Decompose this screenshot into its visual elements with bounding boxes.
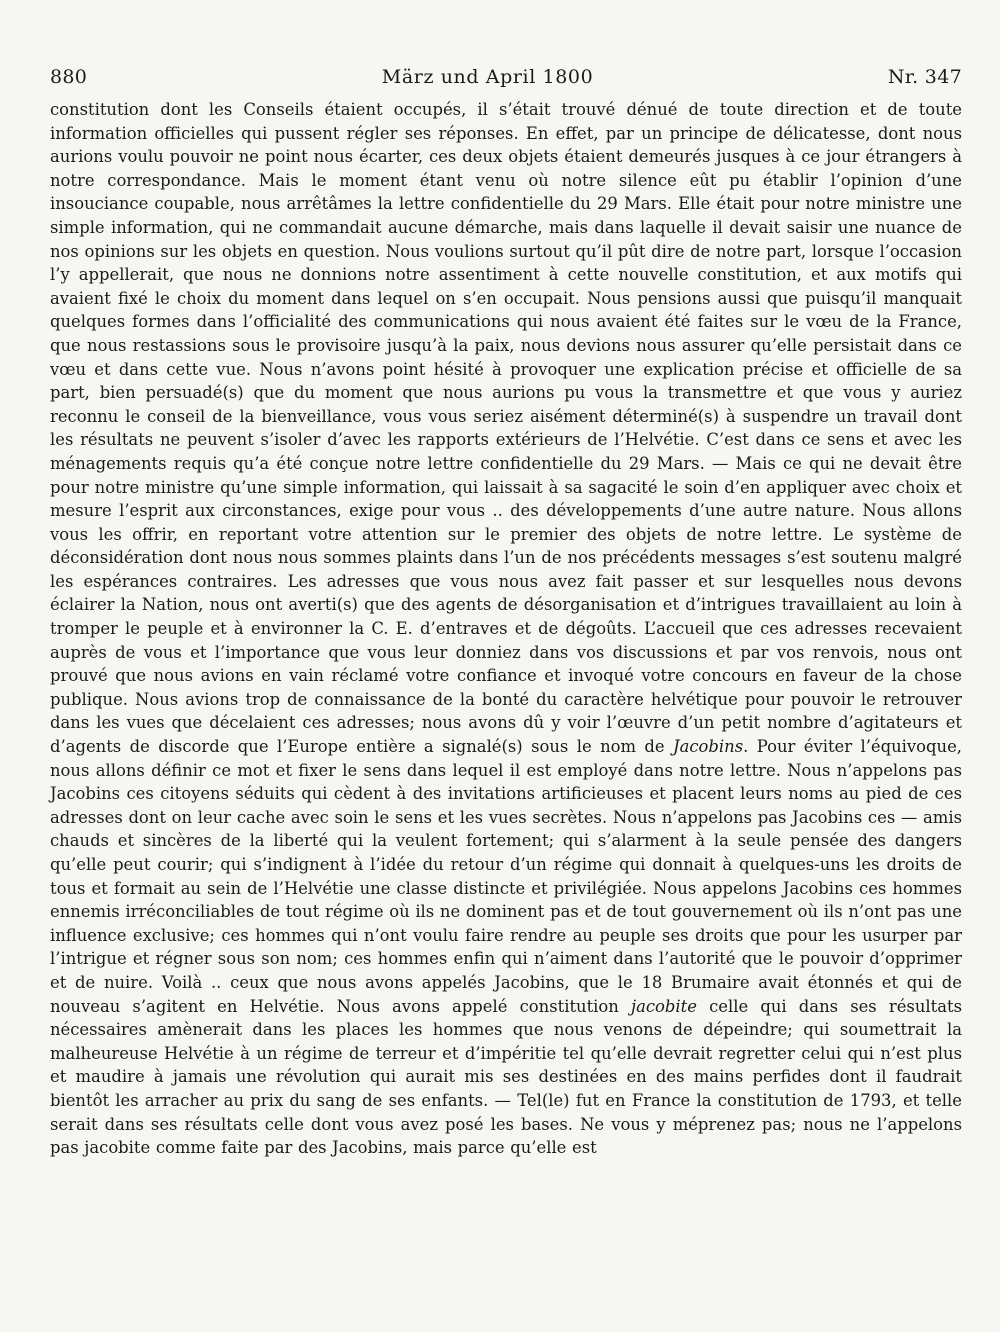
page-header: [50, 66, 962, 88]
body-text: [50, 98, 962, 1160]
body-text-part2: . Pour éviter l’équivoque, nous allons définir ce mot et fixer le sens dans lequel il est employé dans notre lettre. Nous n’appelons pas Jacobins ces citoyens séduits qui cèdent à des invitations artificieuses et placent leurs noms au pied de ces adresses dont on leur cache avec soin le sens et les vues secrètes. Nous n’appelons pas Jacobins ces — amis chauds et sincères de la liberté qui la veulent fortement; qui s’alarment à la seule pensée des dangers qu’elle peut courir; qui s’indignent à l’idée du retour d’un régime qui donnait à quelques-uns les droits de tous et formait au sein de l’Helvétie une classe distincte et privilégiée. Nous appelons Jacobins ces hommes ennemis irréconciliables de tout régime où ils ne dominent pas et de tout gouvernement où ils n’ont pas une influence exclusive; ces hommes qui n’ont voulu faire rendre au peuple ses droits que pour les usurper par l’intrigue et régner sous son nom; ces hommes enfin qui n’aiment dans l’autorité que le pouvoir d’opprimer et de nuire. Voilà .. ceux que nous avons appelés Jacobins, que le 18 Brumaire avait étonnés et qui de nouveau s’agitent en Helvétie. Nous avons appelé constitution: [50, 737, 962, 1016]
body-text-part3: celle qui dans ses résultats nécessaires amènerait dans les places les hommes que nous venons de dépeindre; qui soumettrait la malheureuse Helvétie à un régime de terreur et d’impéritie tel qu’elle devrait regretter celui qui n’est plus et maudire à jamais une révolution qui aurait mis ses destinées en des mains perfides dont il faudrait bientôt les arracher au prix du sang de ses enfants. — Tel(le) fut en France la constitution de 1793, et telle serait dans ses résultats celle dont vous avez posé les bases. Ne vous y méprenez pas; nous ne l’appelons pas jacobite comme faite par des Jacobins, mais parce qu’elle est: [50, 996, 962, 1158]
document-number: Nr. 347: [887, 66, 962, 88]
body-text-part1: constitution dont les Conseils étaient occupés, il s’était trouvé dénué de toute direction et de toute information officielles qui pussent régler ses réponses. En effet, par un principe de délicatesse, dont nous aurions voulu pouvoir ne point nous écarter, ces deux objets étaient demeurés jusques à ce jour étrangers à notre correspondance. Mais le moment étant venu où notre silence eût pu établir l’opinion d’une insouciance coupable, nous arrêtâmes la lettre confidentielle du 29 Mars. Elle était pour notre ministre une simple information, qui ne commandait aucune démarche, mais dans laquelle il devait saisir une nuance de nos opinions sur les objets en question. Nous voulions surtout qu’il pût dire de notre part, lorsque l’occasion l’y appellerait, que nous ne donnions notre assentiment à cette nouvelle constitution, et aux motifs qui avaient fixé le choix du moment dans lequel on s’en occupait. Nous pensions aussi que puisqu’il manquait quelques formes dans l’officialité des communications qui nous avaient été faites sur le vœu de la France, que nous restassions sous le provisoire jusqu’à la paix, nous devions nous assurer qu’elle persistait dans ce vœu et dans cette vue. Nous n’avons point hésité à provoquer une explication précise et officielle de sa part, bien persuadé(s) que du moment que nous aurions pu vous la transmettre et que vous y auriez reconnu le conseil de la bienveillance, vous vous seriez aisément déterminé(s) à suspendre un travail dont les résultats ne peuvent s’isoler d’avec les rapports extérieurs de l’Helvétie. C’est dans ce sens et avec les ménagements requis qu’a été conçue notre lettre confidentielle du 29 Mars. — Mais ce qui ne devait être pour notre ministre qu’une simple information, qui laissait à sa sagacité le soin d’en appliquer avec choix et mesure l’esprit aux circonstances, exige pour vous .. des développements d’une autre nature. Nous allons vous les offrir, en reportant votre attention sur le premier des objets de notre lettre. Le système de déconsidération dont nous nous sommes plaints dans l’un de nos précédents messages s’est soutenu malgré les espérances contraires. Les adresses que vous nous avez fait passer et sur lesquelles nous devons éclairer la Nation, nous ont averti(s) que des agents de désorganisation et d’intrigues travaillaient au loin à tromper le peuple et à environner la C. E. d’entraves et de dégoûts. L’accueil que ces adresses recevaient auprès de vous et l’importance que vous leur donniez dans vos discussions et par vos renvois, nous ont prouvé que nous avions en vain réclamé votre confiance et invoqué votre concours en faveur de la chose publique. Nous avions trop de connaissance de la bonté du caractère helvétique pour pouvoir le retrouver dans les vues que décelaient ces adresses; nous avons dû y voir l’œuvre d’un petit nombre d’agitateurs et d’agents de discorde que l’Europe entière a signalé(s) sous le nom de: [50, 100, 962, 757]
running-title: März und April 1800: [381, 66, 594, 88]
page-number: 880: [50, 66, 88, 88]
italic-term-jacobite: jacobite: [631, 996, 697, 1016]
italic-term-jacobins: Jacobins: [673, 737, 744, 757]
